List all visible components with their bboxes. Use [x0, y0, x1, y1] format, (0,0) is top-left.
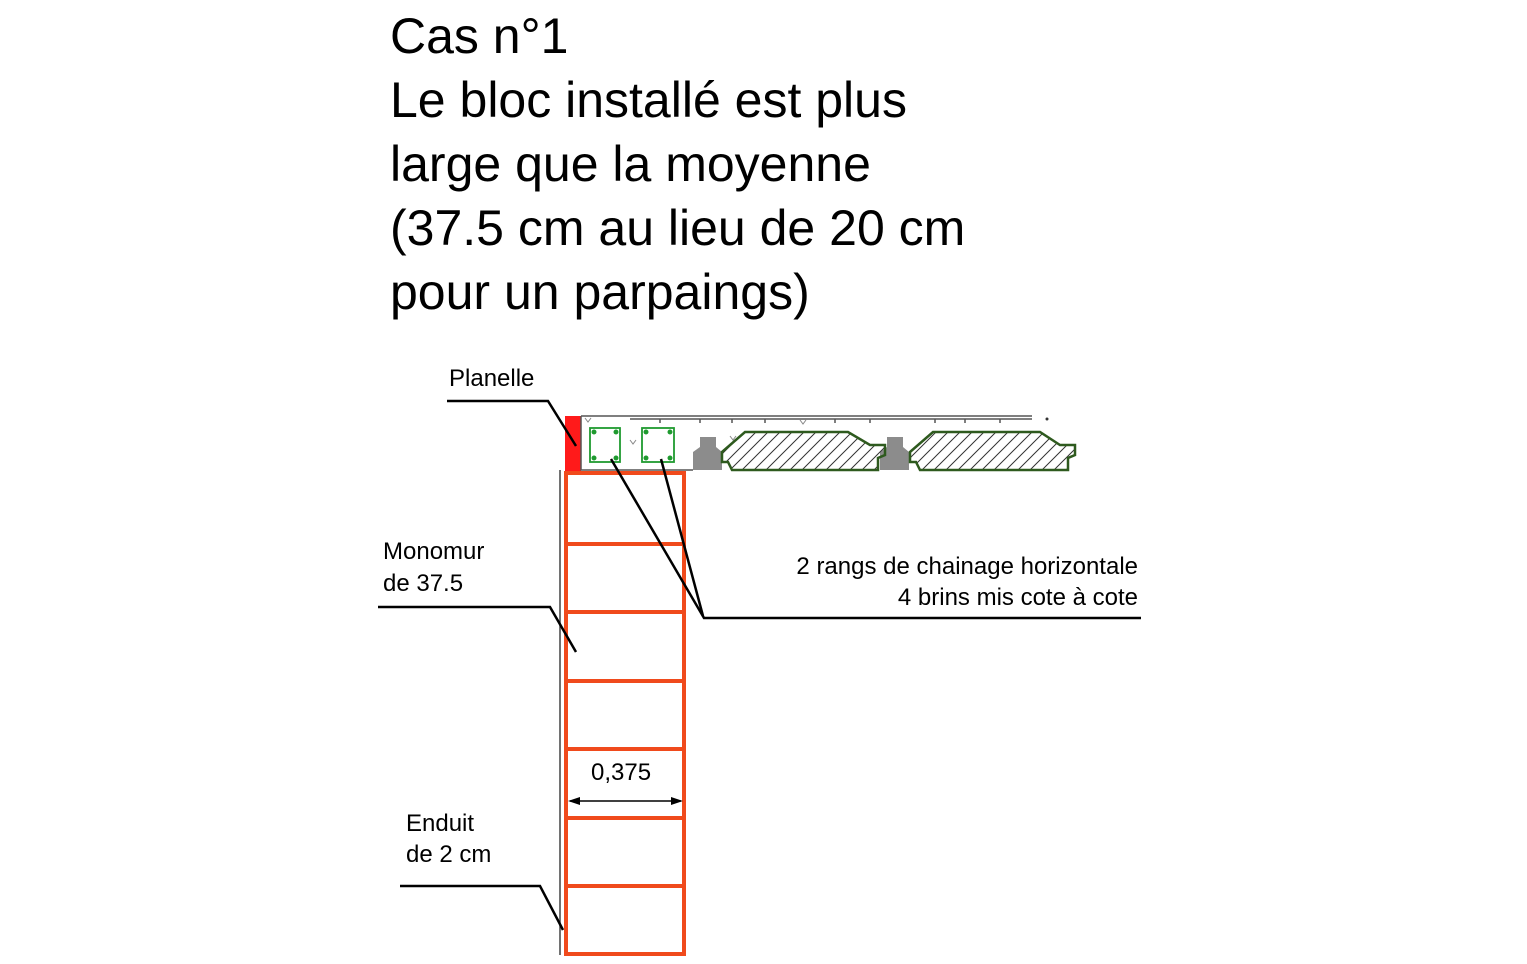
chainage-callout	[611, 459, 1141, 618]
entrevous-2	[910, 432, 1075, 470]
monomur-label-1: Monomur	[383, 538, 485, 565]
brick	[566, 681, 684, 749]
title-line-5: pour un parpaings)	[390, 264, 810, 320]
title-line-1: Cas n°1	[390, 8, 569, 64]
entrevous-1	[722, 432, 885, 470]
brick	[566, 612, 684, 681]
enduit-callout	[400, 810, 563, 930]
poutrelle-1	[693, 437, 722, 470]
monomur-callout	[378, 538, 576, 652]
chainage-bar-2	[642, 428, 674, 462]
chainage-bar-1	[590, 428, 620, 462]
chainage-label-1: 2 rangs de chainage horizontale	[796, 553, 1138, 580]
brick	[566, 818, 684, 886]
planelle-callout	[447, 365, 576, 446]
planelle-block	[565, 416, 581, 472]
title-line-3: large que la moyenne	[390, 136, 871, 192]
slab-end-dot	[1046, 418, 1049, 421]
enduit-leader	[400, 886, 563, 930]
enduit-label-2: de 2 cm	[406, 841, 492, 868]
dimension-label: 0,375	[591, 759, 652, 786]
planelle-leader	[447, 401, 576, 446]
monomur-wall	[566, 473, 684, 954]
title-line-4: (37.5 cm au lieu de 20 cm	[390, 200, 966, 256]
slab	[581, 416, 1075, 470]
monomur-leader	[378, 607, 576, 652]
title-block	[390, 8, 965, 320]
title-line-2: Le bloc installé est plus	[390, 72, 907, 128]
monomur-label-2: de 37.5	[383, 570, 464, 597]
enduit-label-1: Enduit	[406, 810, 475, 837]
brick	[566, 886, 684, 954]
planelle-label: Planelle	[449, 365, 535, 392]
chainage-label-2: 4 brins mis cote à cote	[897, 584, 1138, 611]
